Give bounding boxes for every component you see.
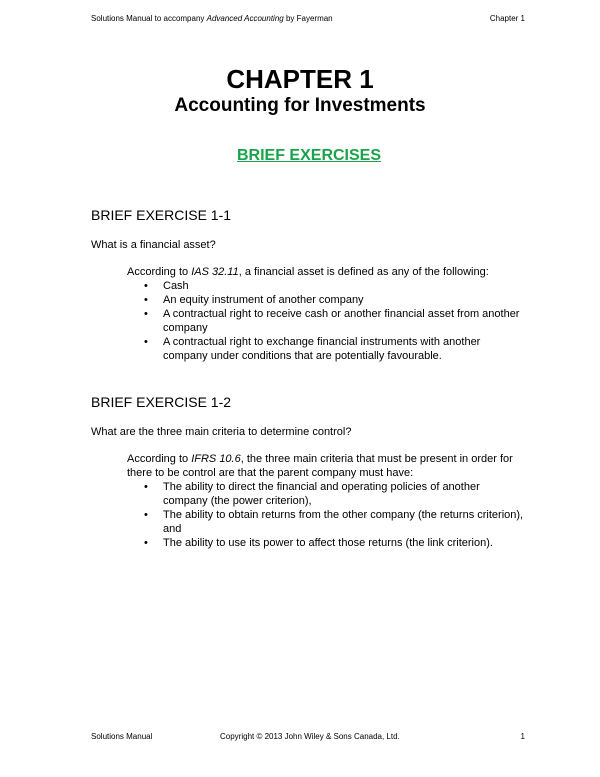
bullet-list bbox=[127, 480, 527, 550]
intro-suffix: , the three main criteria that must be present in order for there to be control are that the parent company must have: bbox=[127, 453, 513, 479]
standard-reference: IFRS 10.6 bbox=[191, 453, 241, 465]
list-item bbox=[127, 508, 527, 536]
header-book-title: Advanced Accounting bbox=[206, 14, 284, 23]
list-item bbox=[127, 279, 527, 293]
bullet-icon: • bbox=[144, 294, 148, 306]
list-item bbox=[127, 480, 527, 508]
exercise-question: What are the three main criteria to determine control? bbox=[91, 426, 352, 438]
intro-prefix: According to bbox=[127, 266, 192, 278]
answer-intro bbox=[127, 452, 527, 480]
bullet-icon: • bbox=[144, 336, 148, 348]
exercise-question: What is a financial asset? bbox=[91, 239, 216, 251]
footer-copyright: Copyright © 2013 John Wiley & Sons Canada, Ltd. bbox=[220, 732, 400, 741]
chapter-subtitle: Accounting for Investments bbox=[174, 95, 426, 116]
bullet-icon: • bbox=[144, 481, 148, 493]
list-item-text: The ability to use its power to affect those returns (the link criterion). bbox=[163, 537, 493, 549]
list-item bbox=[127, 536, 527, 550]
intro-suffix: , a financial asset is defined as any of the following: bbox=[238, 266, 489, 278]
list-item-text: An equity instrument of another company bbox=[163, 294, 364, 306]
bullet-icon: • bbox=[144, 509, 148, 521]
page-number: 1 bbox=[520, 732, 525, 741]
running-header-left bbox=[91, 14, 333, 23]
bullet-icon: • bbox=[144, 280, 148, 292]
exercise-answer bbox=[127, 265, 527, 363]
list-item bbox=[127, 293, 527, 307]
header-prefix: Solutions Manual to accompany bbox=[91, 14, 207, 23]
header-suffix: by Fayerman bbox=[283, 14, 333, 23]
exercise-heading: BRIEF EXERCISE 1-2 bbox=[91, 394, 232, 410]
list-item-text: The ability to direct the financial and operating policies of another company (the power criterion), bbox=[163, 481, 480, 507]
intro-prefix: According to bbox=[127, 453, 192, 465]
bullet-icon: • bbox=[144, 537, 148, 549]
list-item bbox=[127, 307, 527, 335]
list-item-text: The ability to obtain returns from the other company (the returns criterion), and bbox=[163, 509, 524, 535]
list-item-text: Cash bbox=[163, 280, 189, 292]
bullet-list bbox=[127, 279, 527, 363]
exercise-answer bbox=[127, 452, 527, 550]
list-item bbox=[127, 335, 527, 363]
exercise-heading: BRIEF EXERCISE 1-1 bbox=[91, 207, 232, 223]
bullet-icon: • bbox=[144, 308, 148, 320]
section-title: BRIEF EXERCISES bbox=[236, 147, 382, 164]
list-item-text: A contractual right to receive cash or another financial asset from another company bbox=[163, 308, 520, 334]
answer-intro bbox=[127, 265, 527, 279]
standard-reference: IAS 32.11 bbox=[191, 266, 239, 278]
list-item-text: A contractual right to exchange financial instruments with another company under conditions that are potentially favourable. bbox=[163, 336, 481, 362]
chapter-title: CHAPTER 1 bbox=[226, 64, 374, 94]
running-header-right: Chapter 1 bbox=[489, 14, 525, 23]
footer-left: Solutions Manual bbox=[91, 732, 153, 741]
